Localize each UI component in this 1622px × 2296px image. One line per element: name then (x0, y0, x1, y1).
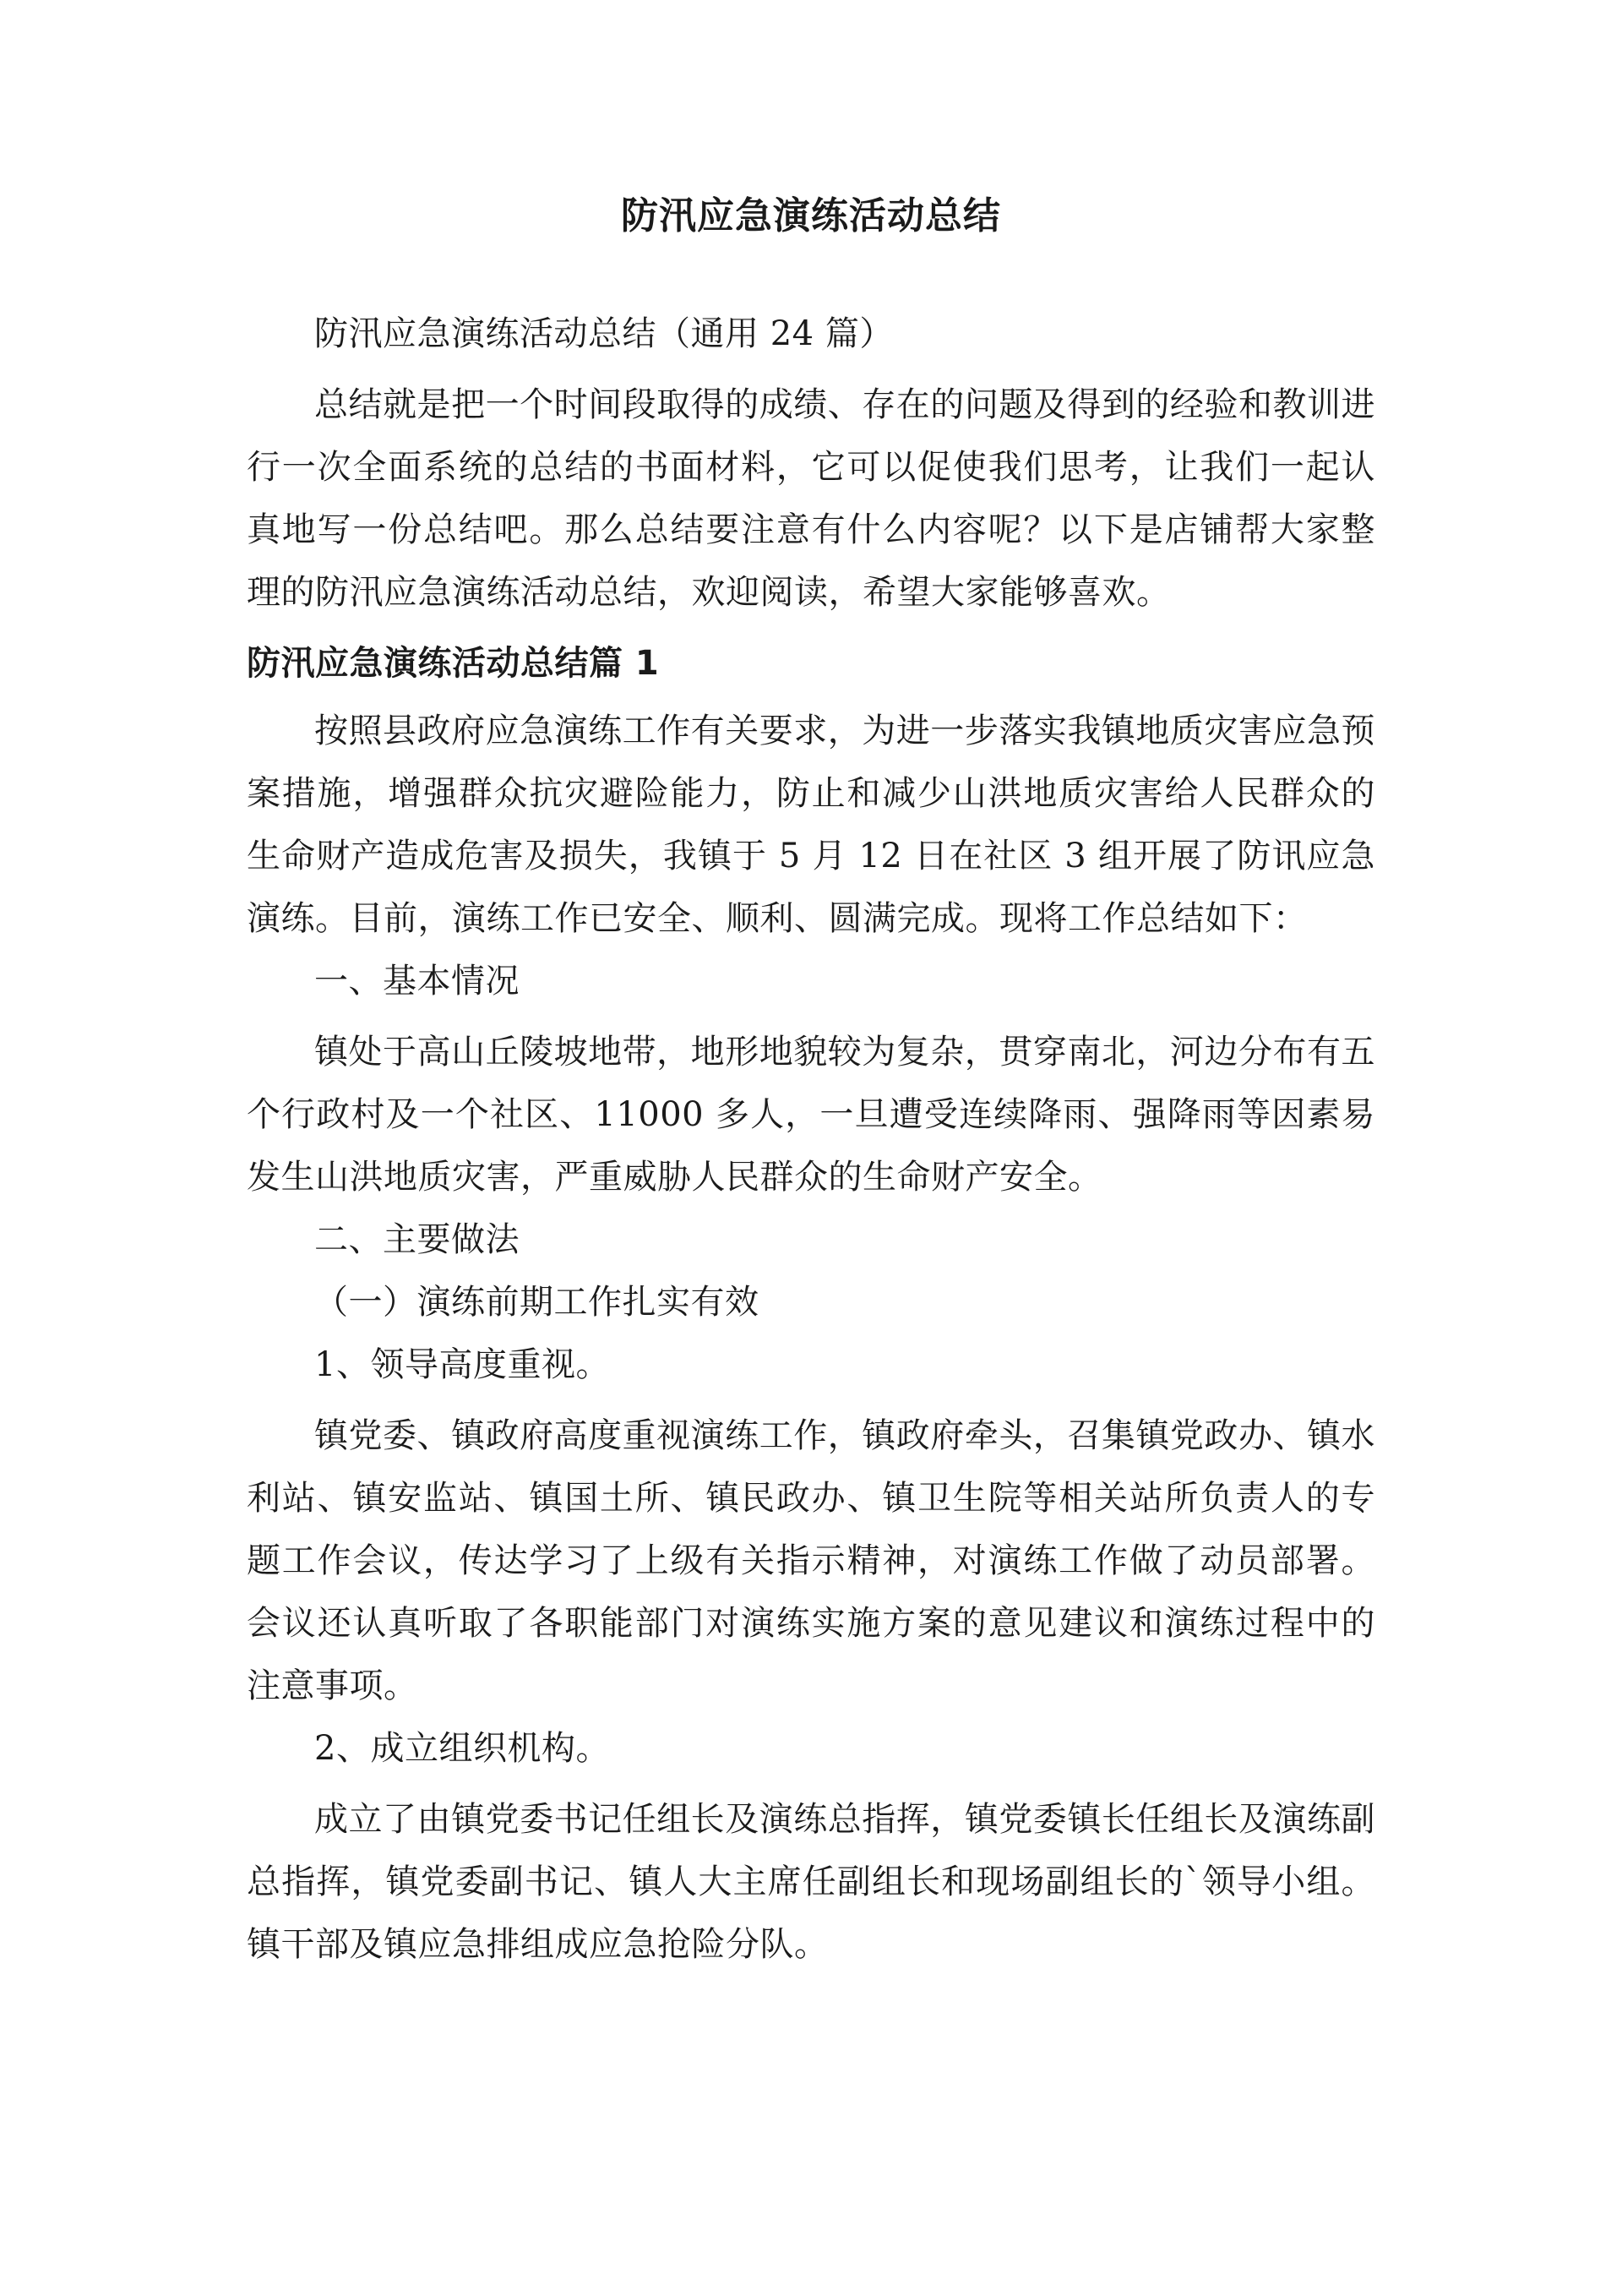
section-1-paragraph: 按照县政府应急演练工作有关要求，为进一步落实我镇地质灾害应急预案措施，增强群众抗灾避险能力，防止和减少山洪地质灾害给人民群众的生命财产造成危害及损失，我镇于 5 月 12 日在社区 3 组开展了防讯应急演练。目前，演练工作已安全、顺利、圆满完成。现将工作总结如下： (247, 712, 1375, 938)
document-subtitle: 防汛应急演练活动总结（通用 24 篇） (314, 314, 894, 353)
item-2-paragraph: 成立了由镇党委书记任组长及演练总指挥，镇党委镇长任组长及演练副总指挥，镇党委副书记、镇人大主席任副组长和现场副组长的`领导小组。镇干部及镇应急排组成应急抢险分队。 (247, 1800, 1375, 1964)
item-1-paragraph: 镇党委、镇政府高度重视演练工作，镇政府牵头，召集镇党政办、镇水利站、镇安监站、镇国土所、镇民政办、镇卫生院等相关站所负责人的专题工作会议，传达学习了上级有关指示精神，对演练工作做了动员部署。会议还认真听取了各职能部门对演练实施方案的意见建议和演练过程中的注意事项。 (247, 1416, 1375, 1705)
document-title: 防汛应急演练活动总结 (621, 194, 1001, 237)
heading-basic-situation: 一、基本情况 (314, 962, 520, 1001)
document-body (247, 169, 1375, 1976)
heading-main-practices: 二、主要做法 (314, 1220, 520, 1259)
heading-preparation-work: （一）演练前期工作扎实有效 (314, 1283, 759, 1322)
section-1-title: 防汛应急演练活动总结篇 1 (247, 644, 660, 683)
item-1-title: 1、领导高度重视。 (314, 1345, 610, 1384)
intro-paragraph: 总结就是把一个时间段取得的成绩、存在的问题及得到的经验和教训进行一次全面系统的总结的书面材料，它可以促使我们思考，让我们一起认真地写一份总结吧。那么总结要注意有什么内容呢？以下是店铺帮大家整理的防汛应急演练活动总结，欢迎阅读，希望大家能够喜欢。 (247, 385, 1375, 612)
basic-situation-paragraph: 镇处于高山丘陵坡地带，地形地貌较为复杂，贯穿南北，河边分布有五个行政村及一个社区、11000 多人，一旦遭受连续降雨、强降雨等因素易发生山洪地质灾害，严重威胁人民群众的生命财产安全。 (247, 1033, 1375, 1197)
item-2-title: 2、成立组织机构。 (314, 1729, 610, 1768)
